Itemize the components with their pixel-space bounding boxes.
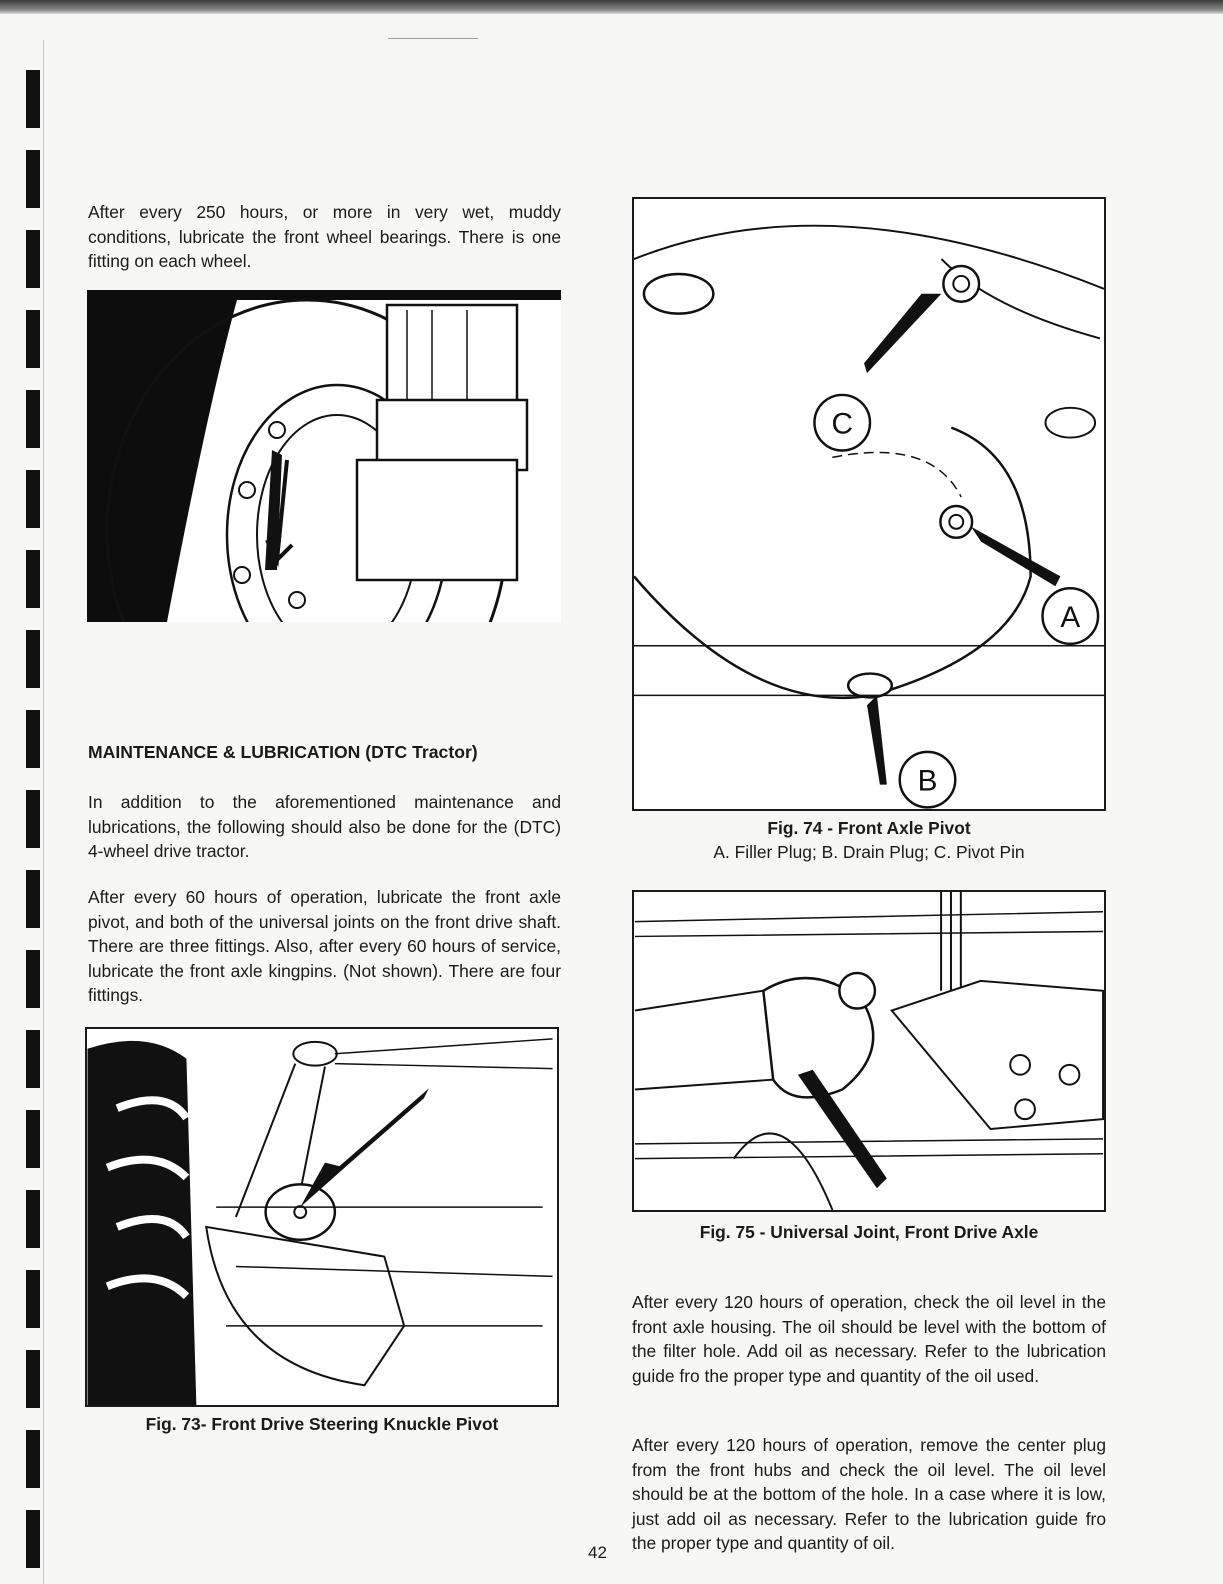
paragraph-120-hours-hubs: After every 120 hours of operation, remove the center plug from the front hubs and check the oil level. The oil level should be at the bottom of the hole. In a case where it is low, just add oil as necessary. Refer to the lubrication guide fro the proper type and quantity of oil. <box>632 1435 1106 1553</box>
intro-paragraph: After every 250 hours, or more in very wet, muddy conditions, lubricate the front wheel bearings. There is one fitting on each wheel. <box>88 202 561 271</box>
front-axle-pivot-illustration <box>634 199 1104 809</box>
top-rule <box>388 38 478 39</box>
figure-75-universal-joint <box>632 890 1106 1212</box>
spiral-binding-holes <box>26 70 40 1580</box>
fig74-subtitle: A. Filler Plug; B. Drain Plug; C. Pivot Pin <box>713 842 1025 862</box>
wheel-bearing-illustration <box>87 290 561 622</box>
fig74-caption <box>632 816 1106 864</box>
section-heading: MAINTENANCE & LUBRICATION (DTC Tractor) <box>88 742 478 762</box>
paragraph-dtc-intro: In addition to the aforementioned maintenance and lubrications, the following should also be done for the (DTC) 4-wheel drive tractor. <box>88 792 561 861</box>
fig74-title: Fig. 74 - Front Axle Pivot <box>767 818 971 838</box>
figure-wheel-bearing-photo <box>87 290 561 622</box>
paragraph-60-hours: After every 60 hours of operation, lubricate the front axle pivot, and both of the universal joints on the front drive shaft. There are three fittings. Also, after every 60 hours of service, lubricate the front axle kingpins. (Not shown). There are four fittings. <box>88 887 561 1005</box>
binding-edge <box>43 40 44 1584</box>
figure-73-steering-knuckle <box>85 1027 559 1407</box>
fig73-caption-text: Fig. 73- Front Drive Steering Knuckle Pivot <box>145 1414 499 1434</box>
figure-74-front-axle-pivot <box>632 197 1106 811</box>
steering-knuckle-illustration <box>87 1029 557 1405</box>
callout-c: C <box>831 407 853 441</box>
fig75-caption <box>632 1222 1106 1243</box>
page-top-edge <box>0 0 1223 14</box>
fig75-caption-text: Fig. 75 - Universal Joint, Front Drive Axle <box>699 1222 1039 1242</box>
callout-b: B <box>917 764 938 798</box>
universal-joint-illustration <box>634 892 1104 1210</box>
callout-a: A <box>1060 600 1081 634</box>
paragraph-120-hours-housing: After every 120 hours of operation, check the oil level in the front axle housing. The oil should be level with the bottom of the filter hole. Add oil as necessary. Refer to the lubrication guide fro the proper type and quantity of the oil used. <box>632 1292 1106 1386</box>
page-number: 42 <box>588 1543 607 1562</box>
fig73-caption <box>85 1414 559 1435</box>
